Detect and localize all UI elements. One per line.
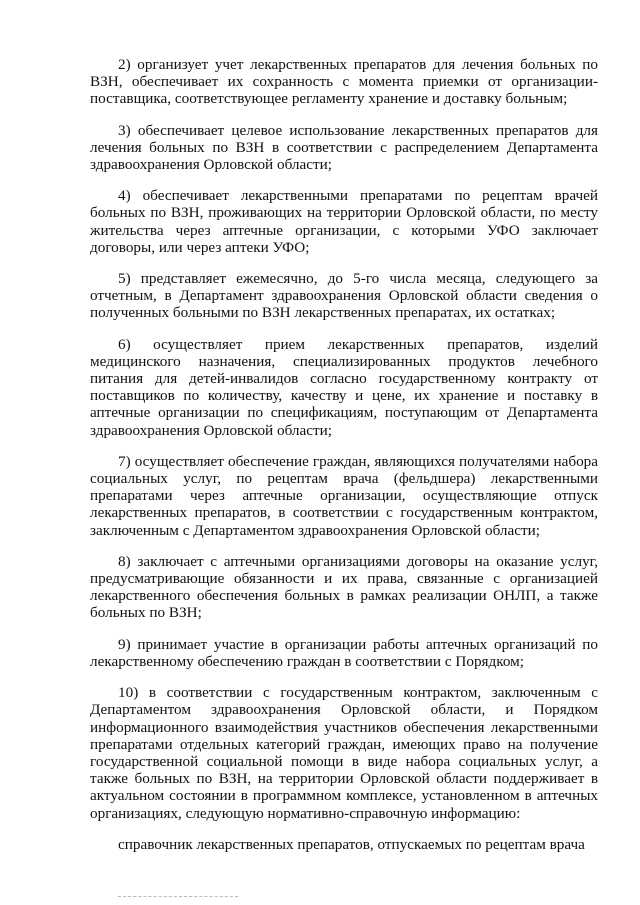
paragraph-item-7: 7) осуществляет обеспечение граждан, являющихся получателями набора социальных услуг, по рецептам врача (фельдшера) лекарственными препаратами через аптечные организации, осуществляющие отпуск лекарственных препаратов, в соответствии с государственным контрактом, заключенным с Департаментом здравоохранения Орловской области; [90,452,598,539]
paragraph-item-9: 9) принимает участие в организации работы аптечных организаций по лекарственному обеспечению граждан в соответствии с Порядком; [90,635,598,670]
paragraph-item-8: 8) заключает с аптечными организациями договоры на оказание услуг, предусматривающие обязанности и их права, связанные с организацией лекарственного обеспечения больных в рамках реализации ОНЛП, а также больных по ВЗН; [90,552,598,622]
paragraph-item-3: 3) обеспечивает целевое использование лекарственных препаратов для лечения больных по ВЗН в соответствии с распределением Департамента здравоохранения Орловской области; [90,121,598,174]
paragraph-item-6: 6) осуществляет прием лекарственных препаратов, изделий медицинского назначения, специализированных продуктов лечебного питания для детей-инвалидов согласно государственному контракту от поставщиков по количеству, качеству и цене, их хранение и поставку в аптечные организации по спецификациям, поступающим от Департамента здравоохранения Орловской области; [90,335,598,439]
paragraph-reference-list: справочник лекарственных препаратов, отпускаемых по рецептам врача [118,835,585,853]
paragraph-item-2: 2) организует учет лекарственных препаратов для лечения больных по ВЗН, обеспечивает их сохранность с момента приемки от организации-поставщика, соответствующее регламенту хранение и доставку больным; [90,56,598,108]
document-body [90,56,598,853]
paragraph-item-10: 10) в соответствии с государственным контрактом, заключенным с Департаментом здравоохранения Орловской области, и Порядком информационного взаимодействия участников обеспечения лекарственными препаратами отдельных категорий граждан, имеющих право на получение государственной социальной помощи в виде набора социальных услуг, а также больных по ВЗН, на территории Орловской области поддерживает в актуальном состоянии в программном комплексе, установленном в аптечных организациях, следующую нормативно-справочную информацию: [90,684,598,822]
footer-divider [118,896,238,897]
paragraph-item-4: 4) обеспечивает лекарственными препаратами по рецептам врачей больных по ВЗН, проживающих на территории Орловской области, по месту жительства через аптечные организации, с которыми УФО заключает договоры, или через аптеки УФО; [90,187,598,256]
paragraph-item-5: 5) представляет ежемесячно, до 5-го числа месяца, следующего за отчетным, в Департамент здравоохранения Орловской области сведения о полученных больными по ВЗН лекарственных препаратах, их остатках; [90,270,598,322]
